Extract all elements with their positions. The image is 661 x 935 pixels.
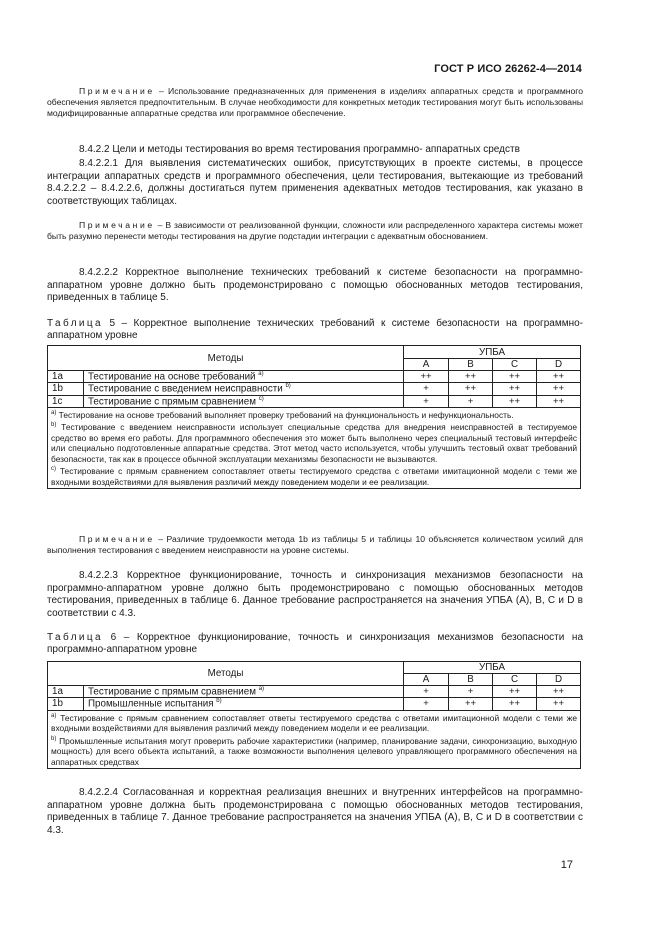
value-b: + (449, 686, 493, 698)
footnote-a (51, 408, 577, 420)
table-6 (47, 661, 581, 769)
footnote-text: Тестирование на основе требований выполняет проверку требований на функциональность и нефункциональность. (56, 409, 514, 420)
note-1-label: Примечание (79, 86, 155, 96)
note-3-text: – Различие трудоемкости метода 1b из таблицы 5 и таблицы 10 объясняется количеством усилий для выполнения тестирования с введением неисправности на уровне системы. (47, 534, 583, 555)
footnote-mark: b) (51, 422, 57, 429)
value-c: ++ (493, 395, 537, 407)
table-6-level-c: C (493, 674, 537, 686)
value-a: + (404, 383, 449, 395)
value-a: + (404, 698, 449, 710)
footnote-mark: c) (51, 466, 56, 473)
section-8-4-2-2-3: 8.4.2.2.3 Корректное функционирование, точность и синхронизация механизмов безопасности на программно-аппаратном уровне должно быть продемонстрировано с помощью обоснованных методов тестирования, приведенных в таблице 6. Данное требование распространяется на значения УПБА (A), B, C и D в соответствии с 4.3. (47, 570, 583, 619)
value-d: ++ (537, 383, 581, 395)
row-number: 1b (48, 698, 84, 710)
value-d: ++ (537, 686, 581, 698)
table-5-level-b: B (449, 359, 493, 371)
table-5-footnotes (48, 407, 581, 489)
table-6-level-b: B (449, 674, 493, 686)
footnote-b (51, 420, 577, 464)
value-d: ++ (537, 371, 581, 383)
value-c: ++ (493, 686, 537, 698)
method-name (84, 383, 404, 395)
table-5-level-c: C (493, 359, 537, 371)
table-5-caption-text: 5 – Корректное выполнение технических требований к системе безопасности на программно-аппаратном уровне (47, 318, 583, 342)
method-name-text: Тестирование на основе требований (88, 371, 256, 383)
footnote-a (51, 711, 577, 734)
footnote-text: Тестирование с прямым сравнением сопоставляет ответы тестируемого средства с ответами имитационной модели с теми же входными воздействиями для выявления различий между поведением модели и ее реализации. (51, 466, 578, 487)
footnote-text: Тестирование с прямым сравнением сопоставляет ответы тестируемого средства с ответами имитационной модели с теми же входными воздействиями для выявления различий между поведением модели и ее реализации. (51, 712, 578, 733)
note-1 (47, 86, 583, 119)
method-name-text: Тестирование с введением неисправности (88, 383, 283, 395)
footnote-text: Тестирование с введением неисправности использует специальные средства для внедрения неисправностей в тестируемое средство во время его работы. Для программного обеспечения это может быть выполнено через специальный тестовый интерфейс или специально подготовленные аппаратные средства. Этот метод часто используется, чтобы улучшить тестовый охват требований безопасности, так как в процессе обычной эксплуатации механизмы безопасности не вызываются. (51, 421, 578, 464)
method-name-text: Промышленные испытания (88, 698, 214, 710)
footnote-ref: b) (216, 698, 222, 705)
table-5-container (47, 345, 580, 489)
section-8-4-2-2-4: 8.4.2.2.4 Согласованная и корректная реализация внешних и внутренних интерфейсов на программно-аппаратном уровне должна быть продемонстрирована с помощью обоснованных методов тестирования, приведенных в таблице 7. Данное требование распространяется на значения УПБА (A), B, C и D в соответствии с 4.3. (47, 787, 583, 836)
footnote-mark: b) (51, 735, 57, 742)
table-5-header-upba: УПБА (404, 346, 581, 359)
table-6-caption-text: 6 – Корректное функционирование, точность и синхронизация механизмов безопасности на программно-аппаратном уровне (47, 632, 583, 656)
footnote-mark: a) (51, 712, 57, 719)
section-8-4-2-2-heading: 8.4.2.2 Цели и методы тестирования во время тестирования программно- аппаратных средств (79, 144, 520, 155)
value-a: + (404, 395, 449, 407)
table-6-footnotes (48, 710, 581, 769)
table-6-header-methods: Методы (48, 662, 404, 686)
document-header: ГОСТ Р ИСО 26262-4—2014 (434, 63, 582, 75)
table-row (48, 686, 581, 698)
footnote-ref: b) (285, 383, 291, 390)
table-6-caption-label: Таблица (47, 632, 104, 643)
value-b: ++ (449, 698, 493, 710)
value-d: ++ (537, 395, 581, 407)
method-name (84, 371, 404, 383)
footnote-ref: a) (258, 371, 264, 377)
note-2-label: Примечание (79, 220, 155, 230)
footnote-c (51, 464, 577, 487)
value-d: ++ (537, 698, 581, 710)
table-5-level-a: A (404, 359, 449, 371)
table-6-container (47, 661, 580, 769)
note-2-text: – В зависимости от реализованной функции, сложности или распределенного характера системы может быть разумно перенести методы тестирования на другие подстадии интеграции с адекватным обоснованием. (47, 220, 583, 241)
table-5-caption (47, 318, 583, 342)
table-row (48, 395, 581, 407)
table-row (48, 383, 581, 395)
section-8-4-2-2-1: 8.4.2.2.1 Для выявления систематических ошибок, присутствующих в проекте системы, в процессе интеграции аппаратных средств и программного обеспечения, цели тестирования, вытекающие из требований 8.4.2.2.2 – 8.4.2.2.6, должны достигаться путем применения адекватных методов тестирования, как указано в соответствующих таблицах. (47, 158, 583, 207)
note-2 (47, 220, 583, 242)
table-5-caption-label: Таблица (47, 318, 104, 329)
method-name (84, 395, 404, 407)
footnote-text: Промышленные испытания могут проверить рабочие характеристики (например, планирование задачи, синхронизацию, выходную мощность) для всего объекта испытаний, а также возможности выполнения целевого управляющего программного обеспечения на аппаратных средствах (51, 735, 578, 767)
table-6-header-upba: УПБА (404, 662, 581, 674)
value-a: + (404, 686, 449, 698)
row-number: 1c (48, 395, 84, 407)
footnote-ref: c) (258, 395, 264, 402)
method-name-text: Тестирование с прямым сравнением (88, 395, 256, 407)
table-6-level-a: A (404, 674, 449, 686)
value-c: ++ (493, 383, 537, 395)
footnote-ref: a) (258, 686, 265, 692)
table-6-caption (47, 632, 583, 656)
table-5-header-methods: Методы (48, 346, 404, 371)
note-1-text: – Использование предназначенных для применения в изделиях аппаратных средств и программного обеспечения является предпочтительным. В случае необходимости для конкретных методик тестирования могут быть использованы модифицированные аппаратные средства или программное обеспечение. (47, 86, 583, 118)
note-3-label: Примечание (79, 534, 155, 544)
value-a: ++ (404, 371, 449, 383)
value-c: ++ (493, 698, 537, 710)
method-name (84, 698, 404, 710)
table-5-level-d: D (537, 359, 581, 371)
table-row (48, 371, 581, 383)
table-5 (47, 345, 581, 489)
row-number: 1b (48, 383, 84, 395)
value-b: + (449, 395, 493, 407)
footnote-mark: a) (51, 409, 57, 416)
section-8-4-2-2-2: 8.4.2.2.2 Корректное выполнение технических требований к системе безопасности на программно-аппаратном уровне должно быть продемонстрировано с помощью обоснованных методов тестирования, приведенных в таблице 5. (47, 267, 583, 304)
value-b: ++ (449, 371, 493, 383)
row-number: 1a (48, 371, 84, 383)
value-c: ++ (493, 371, 537, 383)
method-name (84, 686, 404, 698)
note-3 (47, 534, 583, 556)
method-name-text: Тестирование с прямым сравнением (88, 686, 256, 698)
footnote-b (51, 734, 577, 768)
table-row (48, 698, 581, 710)
page-number: 17 (560, 859, 573, 871)
table-6-level-d: D (537, 674, 581, 686)
value-b: ++ (449, 383, 493, 395)
row-number: 1a (48, 686, 84, 698)
